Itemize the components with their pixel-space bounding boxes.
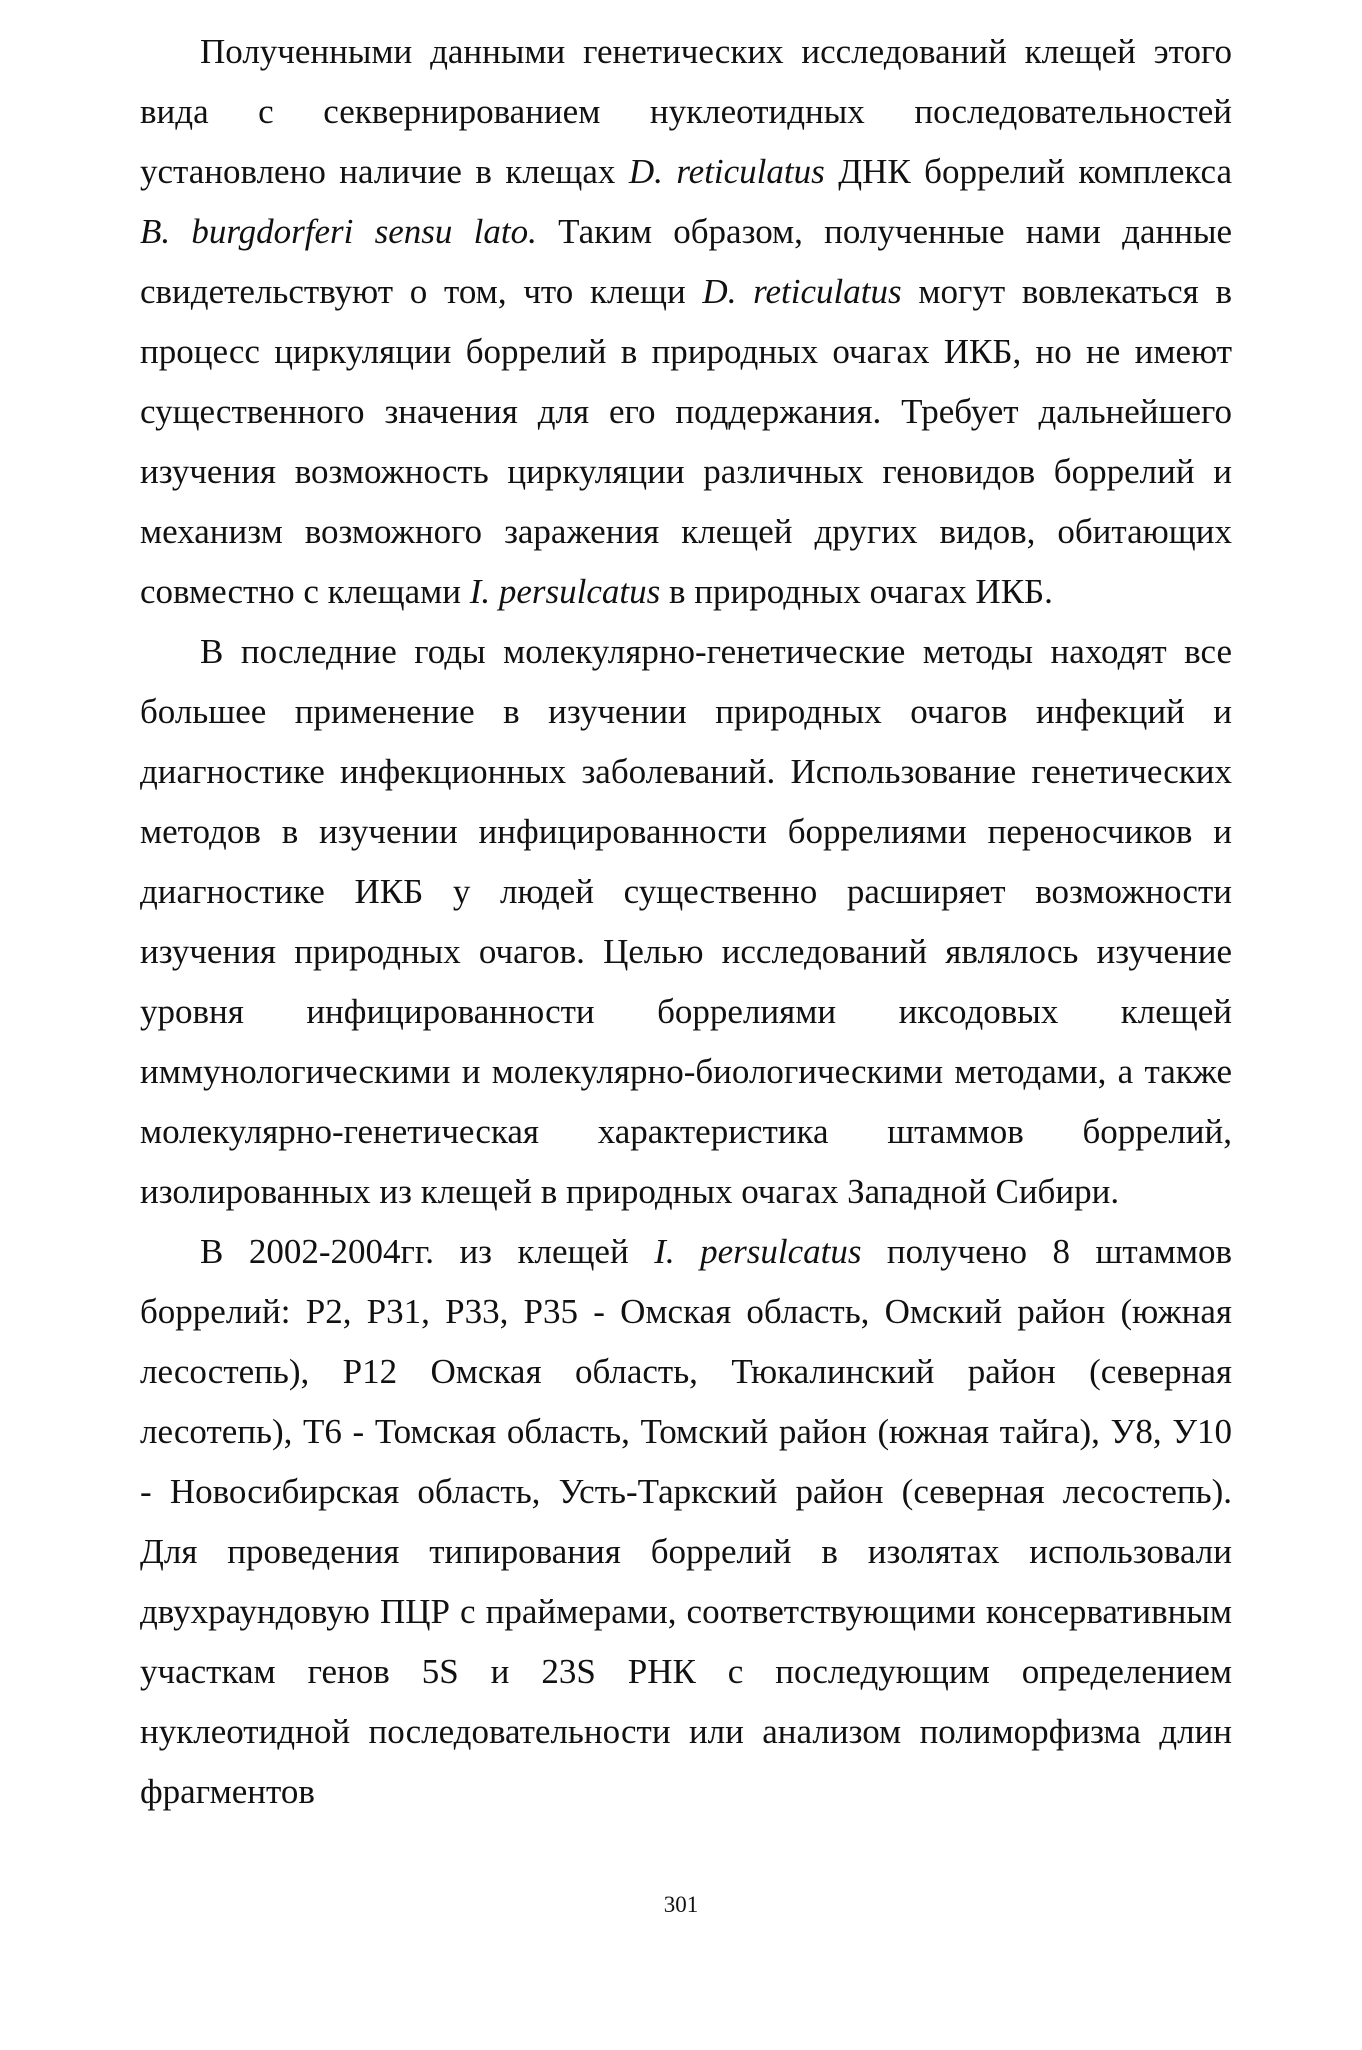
paragraph-2: В последние годы молекулярно-генетические методы находят все большее применение в изучении природных очагов инфекций и диагностике инфекционных заболеваний. Использование генетических методов в изучении инфицированности боррелиями переносчиков и диагностике ИКБ у людей существенно расширяет возможности изучения природных очагов. Целью исследований являлось изучение уровня инфицированности боррелиями иксодовых клещей иммунологическими и молекулярно-биологическими методами, а также молекулярно-генетическая характеристика штаммов боррелий, изолированных из клещей в природных очагах Западной Сибири. xyxy=(140,632,1232,1211)
page-number: 301 xyxy=(663,1892,699,1917)
paragraph-3: В 2002-2004гг. из клещей I. persulcatus получено 8 штаммов боррелий: P2, P31, P33, P35 - Омская область, Омский район (южная лесостепь), P12 Омская область, Тюкалинский район (северная лесотепь), T6 - Томская область, Томский район (южная тайга), У8, У10 - Новосибирская область, Усть-Таркский район (северная лесостепь). Для проведения типирования боррелий в изолятах использовали двухраундовую ПЦР с праймерами, соответствующими консервативным участкам генов 5S и 23S РНК с последующим определением нуклеотидной последовательности или анализом полиморфизма длин фрагментов xyxy=(140,1232,1232,1811)
paragraph-1: Полученными данными генетических исследований клещей этого вида с секвернированием нуклеотидных последовательностей установлено наличие в клещах D. reticulatus ДНК боррелий комплекса B. burgdorferi sensu lato. Таким образом, полученные нами данные свидетельствуют о том, что клещи D. reticulatus могут вовлекаться в процесс циркуляции боррелий в природных очагах ИКБ, но не имеют существенного значения для его поддержания. Требует дальнейшего изучения возможность циркуляции различных геновидов боррелий и механизм возможного заражения клещей других видов, обитающих совместно с клещами I. persulcatus в природных очагах ИКБ. xyxy=(140,32,1232,611)
body-text xyxy=(140,22,1232,1822)
